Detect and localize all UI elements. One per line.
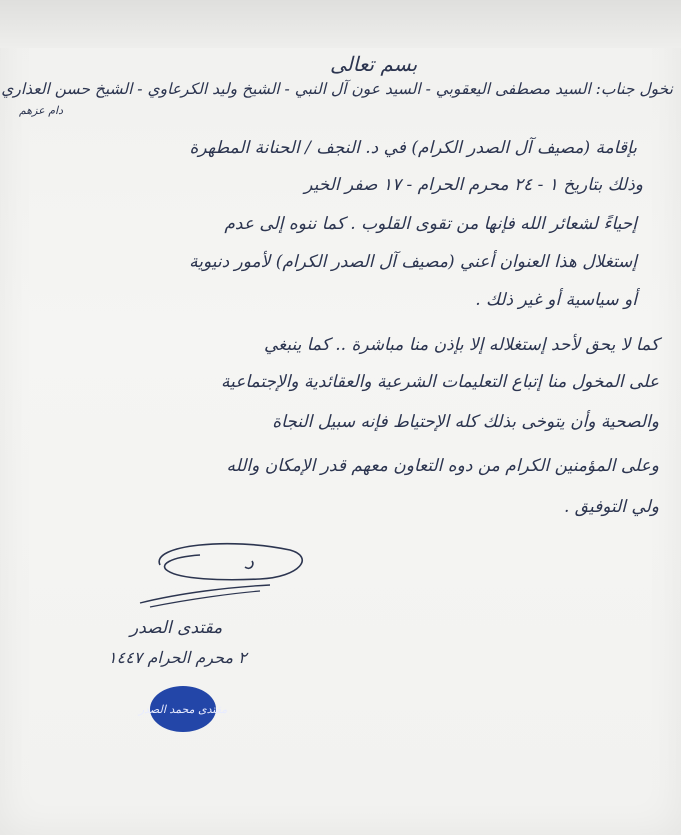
seal-text: مقتدى محمد الصدر xyxy=(138,702,228,716)
basmala: بسم تعالى xyxy=(330,52,418,76)
recipients-suffix: دام عزهم xyxy=(18,104,63,117)
body-line-2: بإقامة (مصيف آل الصدر الكرام) في د. النجف / الحنانة المطهرة xyxy=(189,138,637,158)
body-line-6: أو سياسية أو غير ذلك . xyxy=(475,290,637,310)
body-line-11: ولي التوفيق . xyxy=(563,497,659,517)
body-line-3: وذلك بتاريخ ١ - ٢٤ محرم الحرام - ١٧ صفر الخير xyxy=(304,175,643,195)
body-line-10: وعلى المؤمنين الكرام من دوه التعاون معهم قدر الإمكان والله xyxy=(226,456,659,476)
body-line-9: والصحية وأن يتوخى بذلك كله الإحتياط فإنه سبيل النجاة xyxy=(272,412,659,432)
body-line-7: كما لا يحق لأحد إستغلاله إلا بإذن منا مباشرة .. كما ينبغي xyxy=(263,335,659,355)
signature-date: ٢ محرم الحرام ١٤٤٧ xyxy=(108,648,247,667)
signatory-name: مقتدى الصدر xyxy=(130,618,223,638)
handwritten-signature xyxy=(140,535,310,610)
scan-shadow xyxy=(0,0,681,48)
body-line-4: إحياءً لشعائر الله فإنها من تقوى القلوب . كما ننوه إلى عدم xyxy=(224,214,637,234)
body-line-5: إستغلال هذا العنوان أعني (مصيف آل الصدر الكرام) لأمور دنيوية xyxy=(189,252,637,272)
body-line-8: على المخول منا إتباع التعليمات الشرعية والعقائدية والإجتماعية xyxy=(220,372,659,392)
recipients-line: نخول جناب: السيد مصطفى اليعقوبي - السيد عون آل النبي - الشيخ وليد الكرعاوي - الشيخ حسن العذاري xyxy=(1,80,673,98)
official-seal xyxy=(138,686,228,732)
